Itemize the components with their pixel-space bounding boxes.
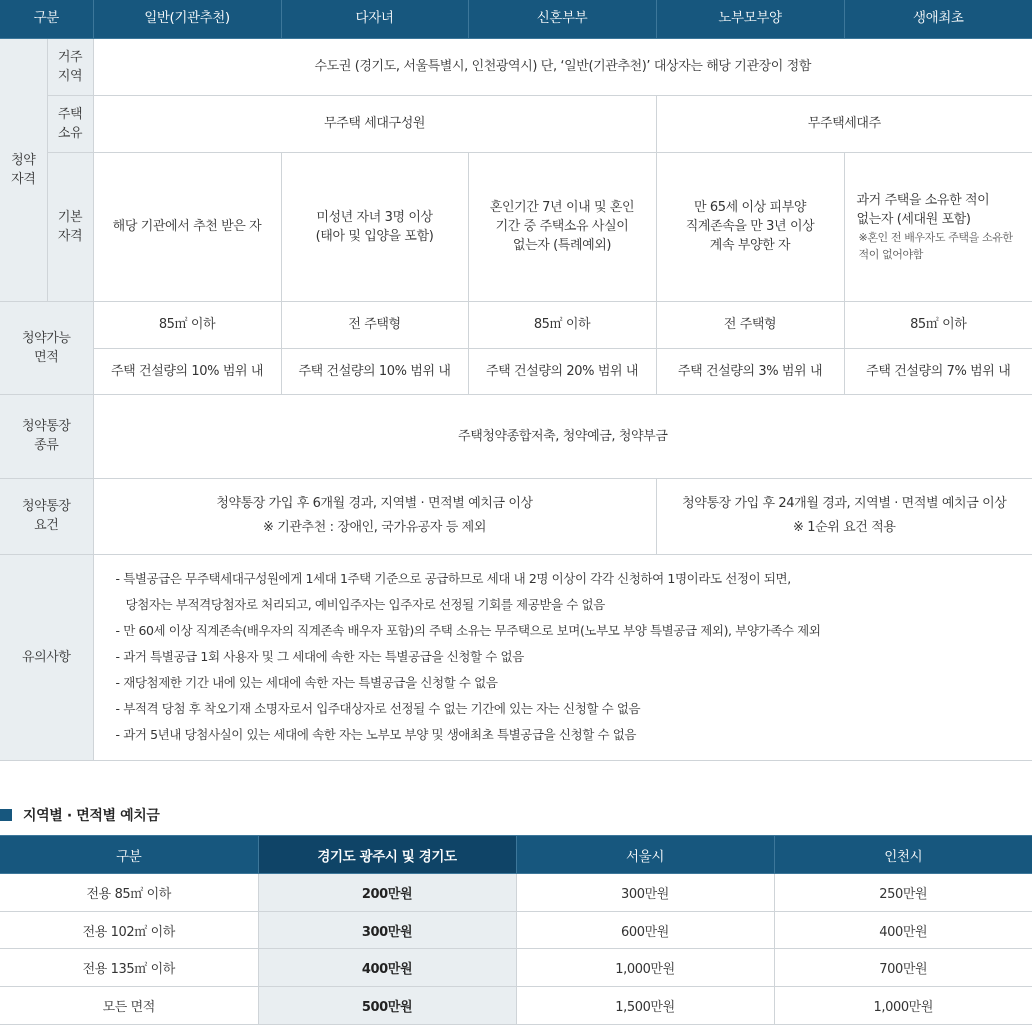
area-size-general: 85㎡ 이하: [93, 301, 281, 348]
deposit-cell-gyeonggi: 500만원: [258, 987, 516, 1025]
basic-first-time: 과거 주택을 소유한 적이 없는자 (세대원 포함): [856, 192, 990, 227]
area-range-multi-child: 주택 건설량의 10% 범위 내: [281, 348, 468, 394]
account-req-right: [656, 478, 1032, 554]
note-item-2: - 만 60세 이상 직계존속(배우자의 직계존속 배우자 포함)의 주택 소유는 무주택으로 보며(노부모 부양 특별공급 제외), 부양가족수 제외: [115, 623, 821, 638]
basic-elderly-parent: 만 65세 이상 피부양 직계존속을 만 3년 이상 계속 부양한 자: [656, 152, 844, 301]
deposit-cell-seoul: 1,500만원: [516, 987, 774, 1025]
header-elderly-parent: 노부모부양: [656, 0, 844, 38]
ownership-label: 주택 소유: [47, 95, 93, 152]
area-range-elderly-parent: 주택 건설량의 3% 범위 내: [656, 348, 844, 394]
basic-general: 해당 기관에서 추천 받은 자: [93, 152, 281, 301]
note-item-6: - 과거 5년내 당첨사실이 있는 세대에 속한 자는 노부모 부양 및 생애최초 특별공급을 신청할 수 없음: [115, 727, 637, 742]
note-item-4: - 재당첨제한 기간 내에 있는 세대에 속한 자는 특별공급을 신청할 수 없음: [115, 675, 498, 690]
deposit-cell-seoul: 300만원: [516, 874, 774, 912]
residence-value: 수도권 (경기도, 서울특별시, 인천광역시) 단, ‘일반(기관추천)’ 대상자는 해당 기관장이 정함: [93, 38, 1032, 95]
eligibility-header-row: [0, 0, 1032, 38]
deposit-header-incheon: 인천시: [774, 836, 1032, 874]
area-range-row: [0, 348, 1032, 394]
deposit-header-gyeonggi: 경기도 광주시 및 경기도: [258, 836, 516, 874]
deposit-header-seoul: 서울시: [516, 836, 774, 874]
deposit-section-title: [0, 805, 159, 825]
area-label: 청약가능 면적: [0, 301, 93, 394]
account-req-left-line1: 청약통장 가입 후 6개월 경과, 지역별 · 면적별 예치금 이상: [216, 496, 533, 511]
note-item-1: [116, 566, 1032, 618]
account-type-value: 주택청약종합저축, 청약예금, 청약부금: [93, 394, 1032, 478]
ownership-value-a: 무주택 세대구성원: [93, 95, 656, 152]
deposit-cell-gyeonggi: 400만원: [258, 949, 516, 987]
notes-list: [116, 566, 1032, 748]
deposit-cell-area: 전용 135㎡ 이하: [0, 949, 258, 987]
deposit-row: [0, 949, 1032, 987]
basic-row: [0, 152, 1032, 301]
basic-newlywed: 혼인기간 7년 이내 및 혼인 기간 중 주택소유 사실이 없는자 (특례예외): [468, 152, 656, 301]
deposit-cell-incheon: 1,000만원: [774, 987, 1032, 1025]
area-size-first-time: 85㎡ 이하: [844, 301, 1032, 348]
note-item-3: - 과거 특별공급 1회 사용자 및 그 세대에 속한 자는 특별공급을 신청할 수 없음: [115, 649, 524, 664]
header-category: 구분: [0, 0, 93, 38]
account-req-row: [0, 478, 1032, 554]
header-multi-child: 다자녀: [281, 0, 468, 38]
deposit-cell-area: 전용 85㎡ 이하: [0, 874, 258, 912]
header-first-time: 생애최초: [844, 0, 1032, 38]
area-size-newlywed: 85㎡ 이하: [468, 301, 656, 348]
deposit-title-text: 지역별 · 면적별 예치금: [23, 808, 160, 824]
notes-label: 유의사항: [0, 554, 93, 760]
deposit-row: [0, 911, 1032, 949]
account-req-right-line1: 청약통장 가입 후 24개월 경과, 지역별 · 면적별 예치금 이상: [682, 496, 1007, 511]
ownership-row: [0, 95, 1032, 152]
note-item-1-text: - 특별공급은 무주택세대구성원에게 1세대 1주택 기준으로 공급하므로 세대 내 2명 이상이 각각 신청하여 1명이라도 선정이 되면,: [115, 571, 791, 586]
deposit-header-row: [0, 836, 1032, 874]
basic-first-time-cell: [844, 152, 1032, 301]
deposit-cell-gyeonggi: 200만원: [258, 874, 516, 912]
section-square-icon: [0, 809, 12, 821]
note-item-1-continuation: 당첨자는 부적격당첨자로 처리되고, 예비입주자는 입주자로 선정될 기회를 제공받을 수 없음: [125, 597, 605, 612]
header-general: 일반(기관추천): [93, 0, 281, 38]
ownership-value-b: 무주택세대주: [656, 95, 1032, 152]
deposit-cell-incheon: 250만원: [774, 874, 1032, 912]
deposit-cell-area: 전용 102㎡ 이하: [0, 911, 258, 949]
deposit-table: [0, 835, 1032, 1025]
basic-label: 기본 자격: [47, 152, 93, 301]
deposit-header-category: 구분: [0, 836, 258, 874]
basic-first-time-note: ※혼인 전 배우자도 주택을 소유한 적이 없어야함: [858, 230, 1013, 261]
deposit-cell-seoul: 600만원: [516, 911, 774, 949]
deposit-cell-seoul: 1,000만원: [516, 949, 774, 987]
deposit-row: [0, 874, 1032, 912]
area-size-elderly-parent: 전 주택형: [656, 301, 844, 348]
area-size-row: [0, 301, 1032, 348]
deposit-cell-area: 모든 면적: [0, 987, 258, 1025]
residence-row: [0, 38, 1032, 95]
deposit-cell-incheon: 400만원: [774, 911, 1032, 949]
area-range-general: 주택 건설량의 10% 범위 내: [93, 348, 281, 394]
notes-cell: [93, 554, 1032, 760]
residence-label: 거주 지역: [47, 38, 93, 95]
account-type-label: 청약통장 종류: [0, 394, 93, 478]
area-size-multi-child: 전 주택형: [281, 301, 468, 348]
account-req-left: [93, 478, 656, 554]
account-req-label: 청약통장 요건: [0, 478, 93, 554]
deposit-row: [0, 987, 1032, 1025]
account-type-row: [0, 394, 1032, 478]
eligibility-label: 청약 자격: [0, 38, 47, 301]
area-range-first-time: 주택 건설량의 7% 범위 내: [844, 348, 1032, 394]
header-newlywed: 신혼부부: [468, 0, 656, 38]
deposit-cell-incheon: 700만원: [774, 949, 1032, 987]
area-range-newlywed: 주택 건설량의 20% 범위 내: [468, 348, 656, 394]
note-item-5: - 부적격 당첨 후 착오기재 소명자로서 입주대상자로 선정될 수 없는 기간에 있는 자는 신청할 수 없음: [115, 701, 641, 716]
notes-row: [0, 554, 1032, 760]
basic-multi-child: 미성년 자녀 3명 이상 (태아 및 입양을 포함): [281, 152, 468, 301]
deposit-cell-gyeonggi: 300만원: [258, 911, 516, 949]
account-req-left-line2: ※ 기관추천 : 장애인, 국가유공자 등 제외: [263, 520, 486, 535]
account-req-right-line2: ※ 1순위 요건 적용: [793, 520, 896, 535]
